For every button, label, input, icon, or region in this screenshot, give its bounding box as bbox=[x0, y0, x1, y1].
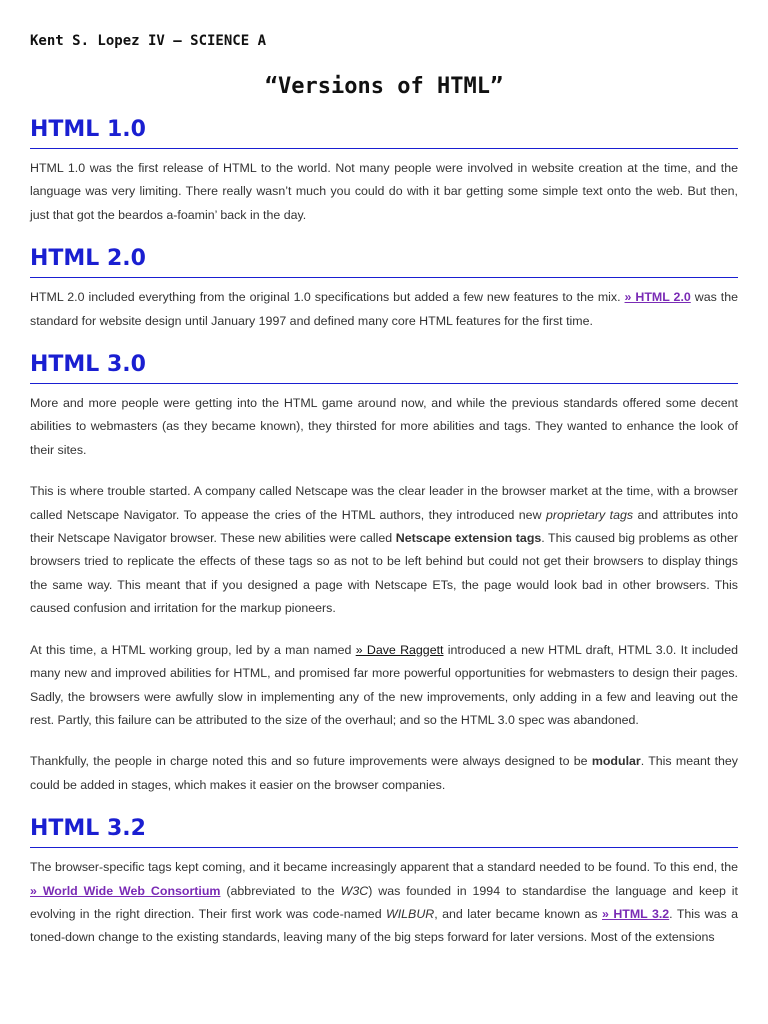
section-html-3-2 bbox=[30, 815, 738, 950]
text-run: The browser-specific tags kept coming, and it became increasingly apparent that a standard needed to be found. To this end, the bbox=[30, 860, 738, 875]
paragraph bbox=[30, 480, 738, 620]
section-html-2-0 bbox=[30, 245, 738, 333]
text-run: . This caused big problems as other browsers tried to replicate the effects of these tags so as not to be left behind but could not get their browsers to display things the same way. This meant that if you designed a page with Netscape ETs, the page would look bad in other browsers. This caused confusion and irritation for the markup pioneers. bbox=[30, 531, 738, 616]
text-run: At this time, a HTML working group, led by a man named bbox=[30, 642, 352, 657]
bold-text: modular bbox=[591, 754, 641, 769]
document-title: “Versions of HTML” bbox=[264, 74, 504, 99]
section-heading: HTML 3.2 bbox=[30, 815, 738, 848]
text-run: This is where trouble started. A company called Netscape was the clear leader in the browser market at the time, with a browser called Netscape Navigator. To appease the cries of the HTML authors, they introduced new bbox=[30, 484, 738, 522]
paragraph: More and more people were getting into the HTML game around now, and while the previous standards offered some decent abilities to webmasters (as they became known), they thirsted for more abilities and tags. They wanted to enhance the look of their sites. bbox=[30, 396, 738, 457]
text-run: introduced a new HTML draft, HTML 3.0. It included many new and improved abilities for HTML, and promised far more powerful opportunities for webmasters to design their pages. Sadly, the browsers were awfully slow in implementing any of the new improvements, only adding in a few and leaving out the rest. Partly, this failure can be attributed to the size of the overhaul; and so the HTML 3.0 spec was abandoned. bbox=[30, 642, 738, 727]
paragraph bbox=[30, 750, 738, 797]
paragraph: HTML 1.0 was the first release of HTML to the world. Not many people were involved in website creation at the time, and the language was very limiting. There really wasn’t much you could do with it bar getting some simple text onto the web. But then, just that got the beardos a-foamin’ back in the day. bbox=[30, 161, 738, 222]
text-run: . This meant they could be added in stages, which makes it easier on the browser companies. bbox=[30, 754, 739, 792]
section-html-3-0 bbox=[30, 351, 738, 797]
text-run: and attributes into their Netscape Navigator browser. These new abilities were called bbox=[30, 507, 738, 546]
w3c-link[interactable]: » World Wide Web Consortium bbox=[30, 883, 221, 898]
bold-text: Netscape extension tags bbox=[395, 531, 542, 546]
section-heading: HTML 3.0 bbox=[30, 351, 738, 384]
html-3-2-link[interactable]: » HTML 3.2 bbox=[602, 906, 670, 921]
text-run: . This was a toned-down change to the existing standards, leaving many of the big steps forward for later versions. Most of the extensions bbox=[30, 906, 739, 945]
emphasis-text: proprietary tags bbox=[545, 507, 634, 522]
section-html-1-0 bbox=[30, 116, 738, 227]
dave-raggett-link[interactable]: » Dave Raggett bbox=[355, 642, 444, 657]
paragraph bbox=[30, 286, 738, 333]
emphasis-text: WILBUR bbox=[386, 906, 435, 921]
emphasis-text: W3C bbox=[340, 883, 369, 898]
section-heading: HTML 2.0 bbox=[30, 245, 738, 278]
section-heading: HTML 1.0 bbox=[30, 116, 738, 149]
document-page bbox=[30, 30, 738, 950]
author-line: Kent S. Lopez IV – SCIENCE A bbox=[30, 33, 267, 49]
text-run: , and later became known as bbox=[434, 906, 598, 921]
html-2-0-link[interactable]: » HTML 2.0 bbox=[624, 290, 691, 305]
paragraph bbox=[30, 639, 738, 733]
text-run: was the standard for website design until January 1997 and defined many core HTML features for the first time. bbox=[30, 290, 738, 328]
paragraph bbox=[30, 856, 738, 950]
text-run: Thankfully, the people in charge noted this and so future improvements were always designed to be bbox=[30, 754, 588, 769]
text-run: HTML 2.0 included everything from the original 1.0 specifications but added a few new features to the mix. bbox=[30, 290, 621, 305]
text-run: (abbreviated to the bbox=[226, 883, 335, 898]
text-run: ) was founded in 1994 to standardise the language and keep it evolving in the right direction. Their first work was code-named bbox=[30, 883, 738, 921]
